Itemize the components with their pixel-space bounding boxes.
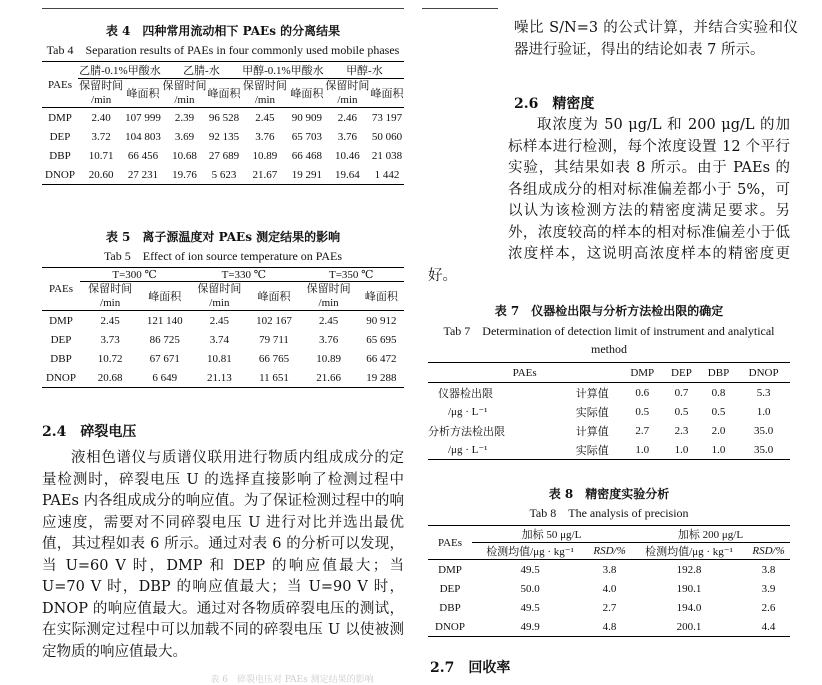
table8-caption-cn: 表 8 精密度实验分析 [548,487,670,501]
section-2-4 [42,421,404,663]
table4-group-header: 甲醇-0.1%甲酸水 [241,62,325,79]
table5-group-header: T=300 ℃ [80,268,189,282]
table4 [42,61,404,185]
table4-block [42,22,404,185]
table8-col-rsd: RSD/% [747,543,790,560]
table7-header: PAEs [428,363,621,383]
table7-block [428,302,790,460]
table-row: DNOP 20.68 6 649 21.13 11 651 21.66 19 288 [42,368,404,388]
table4-group-header: 乙腈-水 [162,62,241,79]
table4-col-area: 峰面积 [370,79,404,108]
table5-col-area: 峰面积 [359,282,404,311]
table7-caption-en: Tab 7 Determination of detection limit of instrument and analytical method [443,324,775,356]
table4-col-rt: 保留时间 /min [325,80,370,106]
table-row: DMP 2.45 121 140 2.45 102 167 2.45 90 912 [49,314,397,327]
table5 [42,267,404,388]
table5-col-rt: 保留时间 /min [298,282,358,311]
table-row: DNOP 20.60 27 231 19.76 5 623 21.67 19 291 19.64 1 442 [42,165,404,185]
section-2-6-title: 2.6 精密度 [514,96,595,112]
table-row: DNOP 49.9 4.8 200.1 4.4 [428,617,790,637]
table5-group-header: T=330 ℃ [189,268,298,282]
table5-col-rt: 保留时间 /min [189,282,249,311]
table5-row-header: PAEs [42,268,80,311]
table-row: 分析方法检出限 计算值 2.7 2.3 2.0 35.0 [428,424,774,438]
table4-caption-cn: 表 4 四种常用流动相下 PAEs 的分离结果 [105,24,341,38]
table8-group-header: 加标 50 μg/L [472,526,631,543]
table4-col-area: 峰面积 [207,79,241,108]
table8-block [428,485,790,637]
table8 [428,525,790,637]
table-row: DBP 10.71 66 456 10.68 27 689 10.89 66 468 10.46 21 038 [49,149,403,162]
table4-row-header: PAEs [42,62,78,108]
intro-paragraph: 噪比 S/N=3 的公式计算，并结合实验和仪器进行验证，得出的结论如表 7 所示。 [514,20,798,58]
table-row: DBP 49.5 2.7 194.0 2.6 [439,601,776,614]
table5-group-header: T=350 ℃ [298,268,404,282]
table4-caption-en: Tab 4 Separation results of PAEs in four commonly used mobile phases [46,43,400,57]
table4-group-header: 乙腈-0.1%甲酸水 [78,62,162,79]
table8-caption-en: Tab 8 The analysis of precision [529,506,689,520]
table7-caption-cn: 表 7 仪器检出限与分析方法检出限的确定 [494,304,724,318]
table5-col-area: 峰面积 [250,282,299,311]
table4-col-rt: 保留时间 /min [162,80,207,106]
table-row: DMP 2.40 107 999 2.39 96 528 2.45 90 909 2.46 73 197 [48,111,403,124]
table-row: /μg · L⁻¹ 实际值 1.0 1.0 1.0 35.0 [428,440,790,460]
table8-col-mean: 检测均值/μg · kg⁻¹ [631,543,747,560]
table8-col-rsd: RSD/% [588,543,631,560]
section-2-7 [430,657,730,677]
table-row: DBP 10.72 67 671 10.81 66 765 10.89 66 472 [50,352,397,365]
table8-col-mean: 检测均值/μg · kg⁻¹ [472,543,588,560]
top-rule [422,8,498,9]
table4-group-header: 甲醇-水 [325,62,404,79]
table4-col-area: 峰面积 [124,79,162,108]
table5-caption-en: Tab 5 Effect of ion source temperature on PAEs [103,249,343,263]
table-row: DMP 49.5 3.8 192.8 3.8 [438,563,776,576]
table5-caption-cn: 表 5 离子源温度对 PAEs 测定结果的影响 [105,230,341,244]
table4-col-rt: 保留时间 /min [242,80,287,106]
table8-row-header: PAEs [428,526,472,560]
section-2-6-body: 取浓度为 50 μg/L 和 200 μg/L 的加标样本进行检测，每个浓度设置 12 个平行实验，其结果如表 8 所示。由于 PAEs 的各组成成分的相对标准偏差都小于 5%，可以认为该检测方法的精密度满足要求。另外，浓度较高的样本的相对标准偏差小于低浓度样本，这说明高浓度样本的精密度更好。 [428,117,790,284]
table4-col-rt: 保留时间 /min [79,80,124,106]
table5-block [42,228,404,388]
table5-col-area: 峰面积 [140,282,189,311]
table4-col-area: 峰面积 [289,79,325,108]
next-caption-cut: 表 6 碎裂电压对 PAEs 测定结果的影响 [210,675,374,685]
table-row: DEP 3.72 104 803 3.69 92 135 3.76 65 703 3.76 50 060 [49,130,403,143]
table5-col-rt: 保留时间 /min [80,282,140,311]
table-row: /μg · L⁻¹ 实际值 0.5 0.5 0.5 1.0 [448,405,771,419]
section-title: 2.7 回收率 [430,660,511,676]
table-row: DEP 50.0 4.0 190.1 3.9 [439,582,776,595]
table-row: 仪器检出限 计算值 0.6 0.7 0.8 5.3 [438,386,771,400]
section-title: 2.4 碎裂电压 [42,424,137,440]
table-row: DEP 3.73 86 725 3.74 79 711 3.76 65 695 [50,333,397,346]
wrap-spacer [428,115,508,245]
table7: PAEs DMP DEP DBP DNOP 仪器检出限 计算值 0.6 0.7 0.8 5.3 /μg · L⁻¹ 实际值 0.5 0.5 0.5 1.0 分析方法检出限 计算值 2.7 2.3 2.0 35.0 /μg · L⁻¹ 实际值 1.0 1.0 1.0 35.0 [428,362,790,460]
section-body: 液相色谱仪与质谱仪联用进行物质内组成成分的定量检测时，碎裂电压 U 的选择直接影响了检测过程中 PAEs 内各组成成分的响应值。为了保证检测过程中的响应速度，需要对不同碎裂电压 U 进行对比并选出最优值，其过程如表 6 所示。通过对表 6 的分析可以发现，当 U=60 V 时，DMP 和 DEP 的响应值最大；当 U=70 V 时，DBP 的响应值最大；当 U=90 V 时，DNOP 的响应值最大。通过对各物质碎裂电压的测试，在实际测定过程中可以加载不同的碎裂电压 U 以使被测定物质的响应值最大。 [42,450,404,660]
top-rule [42,8,404,9]
table8-group-header: 加标 200 μg/L [631,526,790,543]
